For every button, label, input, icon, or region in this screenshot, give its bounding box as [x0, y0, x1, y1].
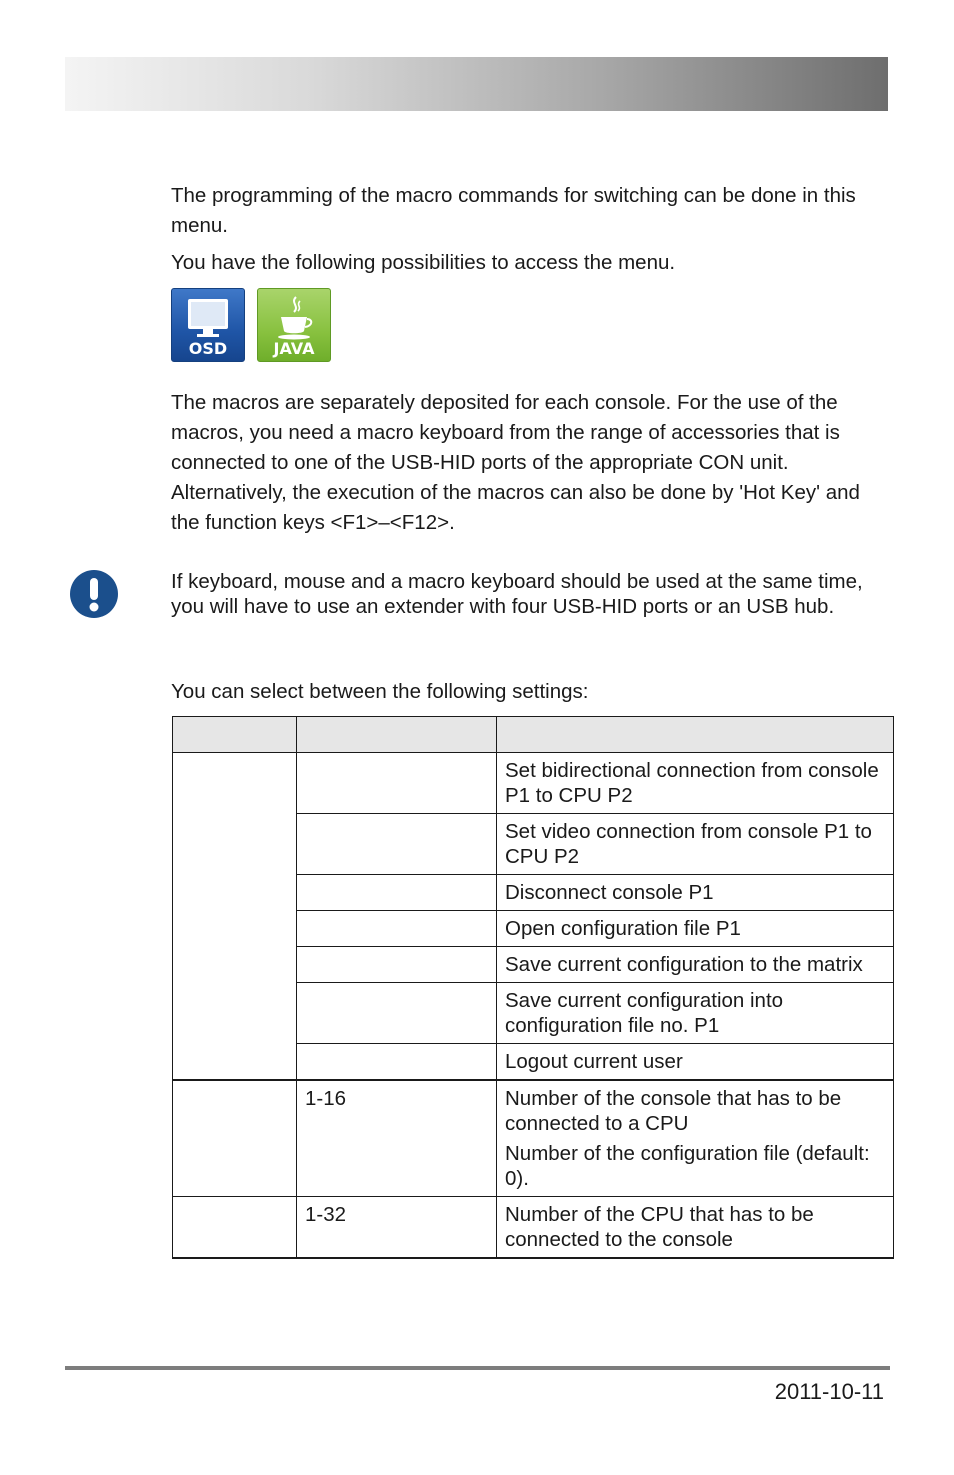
table-cell — [297, 983, 497, 1044]
monitor-icon — [172, 295, 244, 345]
table-cell: Set video connection from console P1 to CPU P2 — [497, 814, 894, 875]
group1-col1 — [173, 753, 297, 1081]
footer-rule — [65, 1366, 890, 1370]
table-cell — [297, 875, 497, 911]
table-cell — [297, 947, 497, 983]
table-cell: Save current configuration to the matrix — [497, 947, 894, 983]
osd-access-icon — [171, 288, 245, 362]
group2-range: 1-16 — [297, 1080, 497, 1197]
group2-description — [497, 1080, 894, 1197]
table-cell: Logout current user — [497, 1044, 894, 1081]
header-cell-2 — [297, 717, 497, 753]
access-paragraph: You have the following possibilities to access the menu. — [171, 251, 676, 274]
table-cell: Disconnect console P1 — [497, 875, 894, 911]
table-row — [173, 753, 894, 814]
footer-date: 2011-10-11 — [774, 1379, 884, 1404]
table-cell: Open configuration file P1 — [497, 911, 894, 947]
macro-description: The macros are separately deposited for each console. For the use of the macros, you need a macro keyboard from the range of accessories that is connected to one of the USB-HID ports of the appropriate CON unit. Alternatively, the execution of the macros can also be done by 'Hot Key' and the function keys <F1>–<F12>. — [171, 391, 860, 534]
note-text: If keyboard, mouse and a macro keyboard should be used at the same time, you will have to use an extender with four USB-HID ports or an USB hub. — [171, 570, 863, 618]
java-cup-icon — [258, 293, 330, 343]
group3-range: 1-32 — [297, 1197, 497, 1259]
table-cell — [297, 814, 497, 875]
exclamation-icon — [70, 570, 118, 618]
group3-description: Number of the CPU that has to be connected to the console — [497, 1197, 894, 1259]
table-header-row — [173, 717, 894, 753]
table-row — [173, 1080, 894, 1197]
osd-label: OSD — [188, 339, 228, 358]
table-cell — [297, 753, 497, 814]
table-intro: You can select between the following settings: — [171, 680, 589, 703]
group3-col1 — [173, 1197, 297, 1259]
java-access-icon — [257, 288, 331, 362]
java-label: JAVA — [273, 339, 315, 358]
note-icon — [70, 570, 118, 618]
intro-paragraph: The programming of the macro commands for switching can be done in this menu. — [171, 184, 856, 237]
table-cell: Save current configuration into configuration file no. P1 — [497, 983, 894, 1044]
table-cell — [297, 1044, 497, 1081]
group2-description-line: Number of the console that has to be connected to a CPU — [505, 1087, 842, 1135]
table-row — [173, 1197, 894, 1259]
settings-table — [172, 716, 894, 1259]
header-cell-3 — [497, 717, 894, 753]
header-cell-1 — [173, 717, 297, 753]
table-cell: Set bidirectional connection from console P1 to CPU P2 — [497, 753, 894, 814]
header-bar — [65, 57, 888, 111]
group2-col1 — [173, 1080, 297, 1197]
table-cell — [297, 911, 497, 947]
group2-description-line: Number of the configuration file (default: 0). — [505, 1142, 870, 1190]
